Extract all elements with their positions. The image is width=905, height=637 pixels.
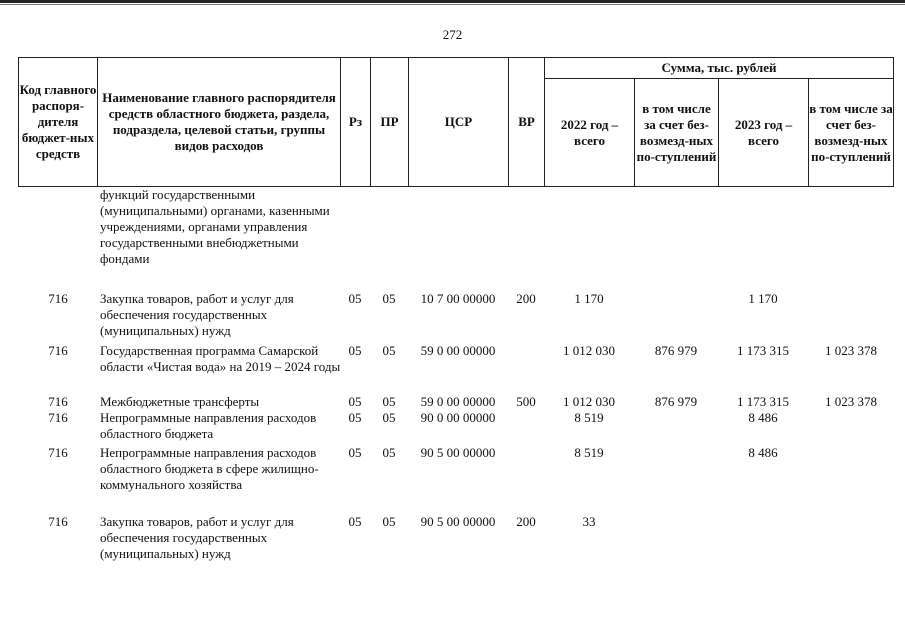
- cell-rz: 05: [348, 394, 362, 409]
- cell-pr: 05: [382, 291, 396, 306]
- cell-2023-total: 1 173 315: [737, 394, 789, 409]
- cell-name: Закупка товаров, работ и услуг для обеспечения государственных (муниципальных) нужд: [100, 291, 294, 338]
- cell-rz: 05: [348, 445, 362, 460]
- cell-2023-free: 1 023 378: [825, 394, 877, 409]
- header-csr: ЦСР: [408, 57, 509, 187]
- header-2022-total: 2022 год – всего: [544, 78, 635, 187]
- cell-code: 716: [48, 343, 68, 358]
- header-vr: ВР: [508, 57, 545, 187]
- cell-pr: 05: [382, 343, 396, 358]
- cell-code: 716: [48, 445, 68, 460]
- header-sum: Сумма, тыс. рублей: [544, 57, 894, 79]
- header-2022-free: в том числе за счет без-возмезд-ных по-ступлений: [634, 78, 719, 187]
- cell-2022-total: 8 519: [574, 445, 604, 460]
- top-rule-thin: [0, 4, 905, 5]
- cell-csr: 59 0 00 00000: [420, 343, 496, 358]
- cell-2023-total: 1 170: [748, 291, 778, 306]
- cell-name: функций государственными (муниципальными) органами, казенными учреждениями, органами управления государственными внебюджетными фондами: [100, 187, 330, 266]
- cell-csr: 10 7 00 00000: [420, 291, 496, 306]
- cell-2022-total: 8 519: [574, 410, 604, 425]
- cell-pr: 05: [382, 445, 396, 460]
- cell-vr: 200: [516, 291, 536, 306]
- cell-name: Межбюджетные трансферты: [100, 394, 260, 409]
- cell-csr: 90 5 00 00000: [420, 514, 496, 529]
- cell-2023-total: 8 486: [748, 410, 778, 425]
- header-rz: Рз: [340, 57, 371, 187]
- cell-2023-total: 8 486: [748, 445, 778, 460]
- cell-2023-total: 1 173 315: [737, 343, 789, 358]
- cell-pr: 05: [382, 410, 396, 425]
- cell-rz: 05: [348, 514, 362, 529]
- cell-csr: 90 0 00 00000: [420, 410, 496, 425]
- header-code: Код главного распоря-дителя бюджет-ных средств: [18, 57, 98, 187]
- header-name: Наименование главного распорядителя средств областного бюджета, раздела, подраздела, целевой статьи, группы видов расходов: [97, 57, 341, 187]
- cell-2022-total: 1 170: [574, 291, 604, 306]
- cell-rz: 05: [348, 291, 362, 306]
- cell-2022-total: 1 012 030: [563, 343, 615, 358]
- cell-name: Непрограммные направления расходов областного бюджета в сфере жилищно-коммунального хозяйства: [100, 445, 319, 492]
- cell-pr: 05: [382, 514, 396, 529]
- top-rule: [0, 0, 905, 3]
- cell-csr: 90 5 00 00000: [420, 445, 496, 460]
- cell-2023-free: 1 023 378: [825, 343, 877, 358]
- cell-2022-total: 33: [582, 514, 596, 529]
- cell-name: Государственная программа Самарской области «Чистая вода» на 2019 – 2024 годы: [100, 343, 341, 374]
- cell-2022-free: 876 979: [654, 394, 698, 409]
- cell-name: Закупка товаров, работ и услуг для обеспечения государственных (муниципальных) нужд: [100, 514, 294, 561]
- header-2023-free: в том числе за счет без-возмезд-ных по-ступлений: [808, 78, 894, 187]
- cell-code: 716: [48, 394, 68, 409]
- cell-pr: 05: [382, 394, 396, 409]
- cell-vr: 500: [516, 394, 536, 409]
- header-2023-total: 2023 год – всего: [718, 78, 809, 187]
- cell-code: 716: [48, 410, 68, 425]
- cell-2022-free: 876 979: [654, 343, 698, 358]
- page-number: 272: [442, 27, 463, 42]
- header-pr: ПР: [370, 57, 409, 187]
- cell-vr: 200: [516, 514, 536, 529]
- cell-rz: 05: [348, 343, 362, 358]
- table-header: [18, 57, 894, 187]
- cell-code: 716: [48, 514, 68, 529]
- cell-2022-total: 1 012 030: [563, 394, 615, 409]
- cell-rz: 05: [348, 410, 362, 425]
- cell-name: Непрограммные направления расходов областного бюджета: [100, 410, 317, 441]
- cell-csr: 59 0 00 00000: [420, 394, 496, 409]
- cell-code: 716: [48, 291, 68, 306]
